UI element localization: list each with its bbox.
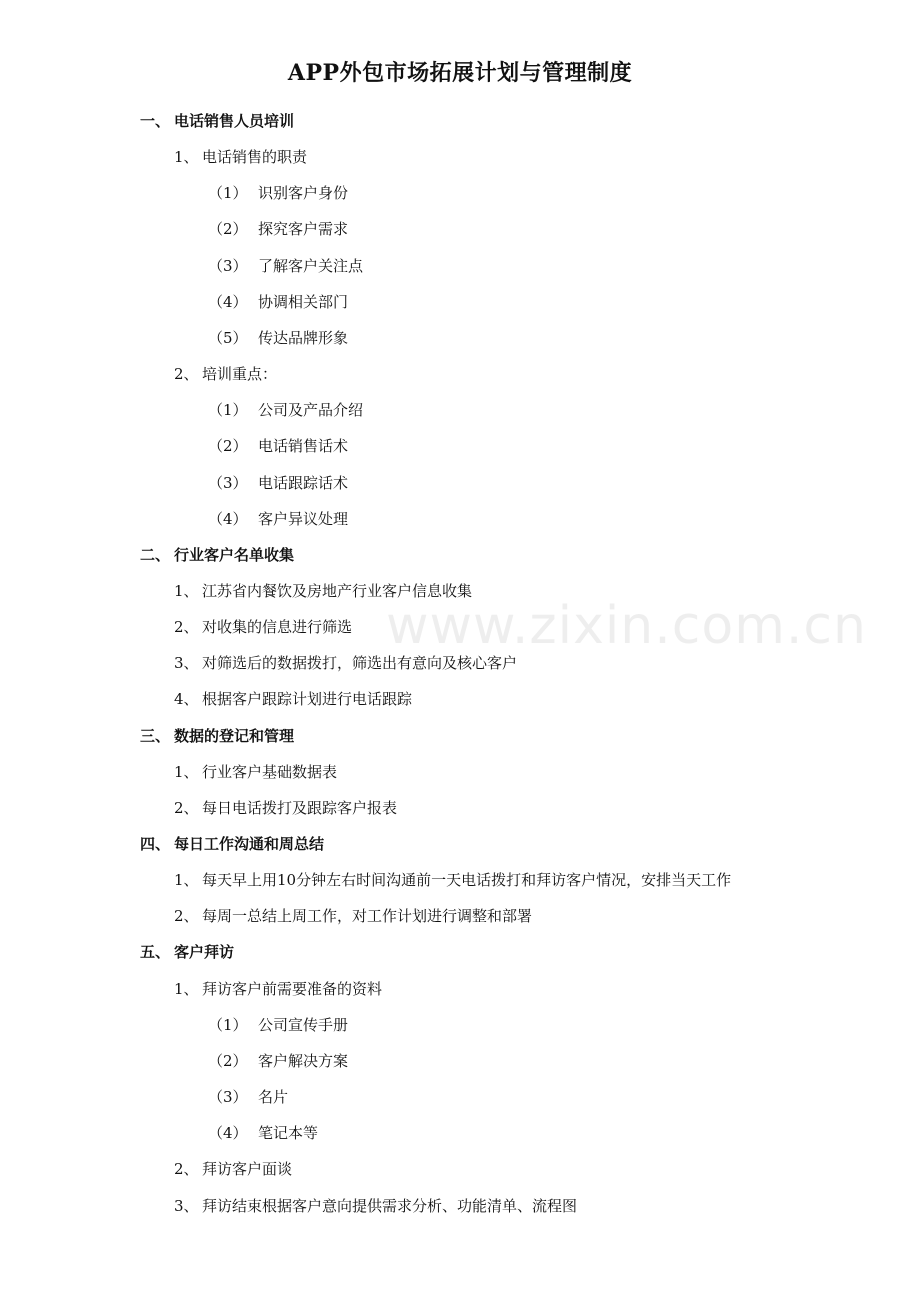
sub-list-item-number: （5） bbox=[208, 328, 248, 347]
sub-list-item bbox=[208, 1050, 348, 1072]
document-title: APP外包市场拓展计划与管理制度 bbox=[287, 60, 633, 86]
sub-list-item-text: 电话销售话术 bbox=[258, 437, 349, 456]
sub-list-item-text: 探究客户需求 bbox=[258, 220, 349, 239]
list-item bbox=[174, 1195, 577, 1217]
list-item-text: 电话销售的职责 bbox=[202, 148, 308, 167]
sub-list-item bbox=[208, 508, 348, 530]
sub-list-item-text: 识别客户身份 bbox=[258, 184, 349, 203]
sub-list-item-text: 公司及产品介绍 bbox=[258, 401, 364, 420]
sub-list-item bbox=[208, 1014, 348, 1036]
list-item bbox=[174, 652, 517, 674]
list-item-text: 根据客户跟踪计划进行电话跟踪 bbox=[202, 690, 413, 709]
sub-list-item-text: 协调相关部门 bbox=[258, 292, 349, 311]
list-item bbox=[174, 580, 472, 602]
sub-list-item-number: （3） bbox=[208, 256, 248, 275]
list-item bbox=[174, 905, 532, 927]
list-item-number: 2、 bbox=[174, 1160, 199, 1179]
list-item bbox=[174, 797, 397, 819]
list-item bbox=[174, 978, 382, 1000]
sub-list-item-number: （4） bbox=[208, 509, 248, 528]
list-item-number: 2、 bbox=[174, 798, 199, 817]
list-item-text: 拜访客户前需要准备的资料 bbox=[202, 979, 383, 998]
sub-list-item-number: （1） bbox=[208, 184, 248, 203]
sub-list-item bbox=[208, 327, 348, 349]
list-item-text: 培训重点： bbox=[202, 365, 278, 383]
section-heading-text: 每日工作沟通和周总结 bbox=[174, 835, 325, 853]
list-item bbox=[174, 146, 307, 168]
list-item-text: 对筛选后的数据拨打，筛选出有意向及核心客户 bbox=[202, 654, 518, 673]
section-heading-number: 三、 bbox=[140, 726, 171, 745]
sub-list-item bbox=[208, 182, 348, 204]
list-item-number: 1、 bbox=[174, 148, 199, 167]
list-item-text: 拜访客户面谈 bbox=[202, 1160, 293, 1179]
list-item-number: 1、 bbox=[174, 871, 199, 890]
list-item-text: 江苏省内餐饮及房地产行业客户信息收集 bbox=[202, 582, 473, 600]
section-heading-text: 客户拜访 bbox=[174, 943, 235, 962]
list-item-number: 3、 bbox=[174, 1196, 199, 1215]
sub-list-item-number: （3） bbox=[208, 473, 248, 492]
list-item-text: 每周一总结上周工作，对工作计划进行调整和部署 bbox=[202, 907, 533, 926]
sub-list-item-number: （2） bbox=[208, 1051, 248, 1070]
sub-list-item-text: 了解客户关注点 bbox=[258, 256, 364, 275]
sub-list-item-text: 传达品牌形象 bbox=[258, 328, 349, 347]
list-item bbox=[174, 761, 337, 783]
sub-list-item-text: 名片 bbox=[258, 1088, 289, 1106]
section-heading bbox=[140, 725, 294, 747]
sub-list-item bbox=[208, 472, 348, 494]
section-heading bbox=[140, 544, 294, 566]
sub-list-item-number: （2） bbox=[208, 220, 248, 239]
sub-list-item-number: （4） bbox=[208, 292, 248, 311]
section-heading bbox=[140, 941, 234, 963]
section-heading-text: 行业客户名单收集 bbox=[174, 545, 295, 564]
sub-list-item bbox=[208, 255, 363, 277]
sub-list-item-number: （2） bbox=[208, 437, 248, 456]
section-heading-text: 电话销售人员培训 bbox=[174, 112, 295, 130]
section-heading-number: 一、 bbox=[140, 112, 171, 130]
list-item-text: 行业客户基础数据表 bbox=[202, 762, 338, 781]
section-heading-text: 数据的登记和管理 bbox=[174, 726, 295, 745]
sub-list-item bbox=[208, 435, 348, 457]
list-item-number: 3、 bbox=[174, 654, 199, 673]
list-item bbox=[174, 688, 412, 710]
list-item bbox=[174, 363, 277, 385]
sub-list-item bbox=[208, 218, 348, 240]
list-item-number: 1、 bbox=[174, 762, 199, 781]
section-heading bbox=[140, 110, 294, 132]
sub-list-item-number: （4） bbox=[208, 1124, 248, 1143]
list-item-text: 拜访结束根据客户意向提供需求分析、功能清单、流程图 bbox=[202, 1196, 578, 1215]
list-item-number: 2、 bbox=[174, 618, 199, 637]
list-item-number: 1、 bbox=[174, 979, 199, 998]
list-item-number: 4、 bbox=[174, 690, 199, 709]
watermark: www.zixin.com.cn bbox=[386, 596, 867, 656]
sub-list-item-number: （3） bbox=[208, 1088, 248, 1106]
sub-list-item-text: 电话跟踪话术 bbox=[258, 473, 349, 492]
sub-list-item bbox=[208, 1086, 288, 1108]
list-item-number: 2、 bbox=[174, 907, 199, 926]
section-heading-number: 二、 bbox=[140, 545, 171, 564]
sub-list-item-text: 公司宣传手册 bbox=[258, 1015, 349, 1034]
list-item-text: 对收集的信息进行筛选 bbox=[202, 618, 353, 637]
section-heading bbox=[140, 833, 324, 855]
sub-list-item bbox=[208, 291, 348, 313]
sub-list-item-number: （1） bbox=[208, 401, 248, 420]
list-item bbox=[174, 616, 352, 638]
sub-list-item bbox=[208, 399, 363, 421]
section-heading-number: 五、 bbox=[140, 943, 171, 962]
sub-list-item-text: 客户解决方案 bbox=[258, 1051, 349, 1070]
section-heading-number: 四、 bbox=[140, 835, 171, 853]
list-item bbox=[174, 869, 731, 891]
list-item-number: 1、 bbox=[174, 582, 199, 600]
list-item bbox=[174, 1158, 292, 1180]
list-item-text: 每天早上用10分钟左右时间沟通前一天电话拨打和拜访客户情况，安排当天工作 bbox=[202, 871, 732, 890]
list-item-text: 每日电话拨打及跟踪客户报表 bbox=[202, 798, 398, 817]
sub-list-item-text: 笔记本等 bbox=[258, 1124, 319, 1143]
sub-list-item-number: （1） bbox=[208, 1015, 248, 1034]
list-item-number: 2、 bbox=[174, 365, 199, 383]
sub-list-item bbox=[208, 1122, 318, 1144]
sub-list-item-text: 客户异议处理 bbox=[258, 509, 349, 528]
